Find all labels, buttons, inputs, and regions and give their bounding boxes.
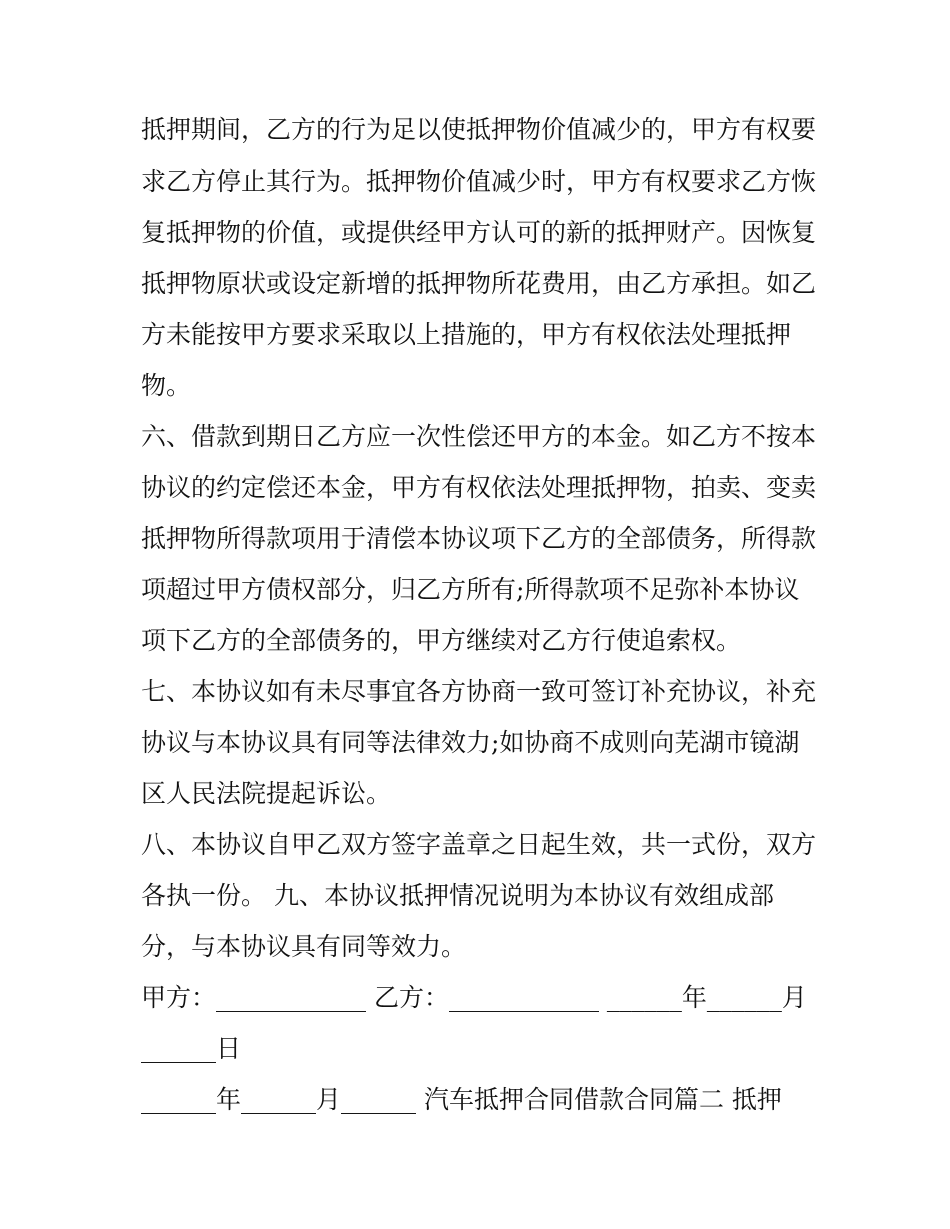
- paragraph-line: 区人民法院提起诉讼。: [141, 779, 392, 808]
- paragraph-line: 求乙方停止其行为。抵押物价值减少时，甲方有权要求乙方恢: [141, 167, 817, 196]
- paragraph-line: 项超过甲方债权部分，归乙方所有;所得款项不足弥补本协议: [141, 575, 800, 604]
- signature-line: 甲方：____________ 乙方：____________ ______年______月: [141, 983, 807, 1012]
- signature-date-line: ______日: [141, 1034, 242, 1063]
- paragraph-line: 抵押期间，乙方的行为足以使抵押物价值减少的，甲方有权要: [141, 115, 817, 144]
- paragraph-line: 项下乙方的全部债务的，甲方继续对乙方行使追索权。: [141, 626, 742, 655]
- paragraph-line: 方未能按甲方要求采取以上措施的，甲方有权依法处理抵押: [141, 320, 792, 349]
- paragraph-line: 复抵押物的价值，或提供经甲方认可的新的抵押财产。因恢复: [141, 218, 817, 247]
- paragraph-line: 各执一份。 九、本协议抵押情况说明为本协议有效组成部: [141, 881, 774, 910]
- clause-eight-line: 八、本协议自甲乙双方签字盖章之日起生效，共一式份，双方: [141, 830, 817, 859]
- paragraph-line: 协议的约定偿还本金，甲方有权依法处理抵押物，拍卖、变卖: [141, 473, 817, 502]
- date-title-line: ______年______月______ 汽车抵押合同借款合同篇二 抵押: [141, 1085, 782, 1114]
- clause-seven-line: 七、本协议如有未尽事宜各方协商一致可签订补充协议，补充: [141, 677, 817, 706]
- paragraph-line: 抵押物所得款项用于清偿本协议项下乙方的全部债务，所得款: [141, 524, 817, 553]
- clause-six-line: 六、借款到期日乙方应一次性偿还甲方的本金。如乙方不按本: [141, 422, 817, 451]
- paragraph-line: 分，与本协议具有同等效力。: [141, 932, 467, 961]
- paragraph-line: 协议与本协议具有同等法律效力;如协商不成则向芜湖市镜湖: [141, 728, 800, 757]
- paragraph-line: 抵押物原状或设定新增的抵押物所花费用，由乙方承担。如乙: [141, 269, 817, 298]
- paragraph-line: 物。: [141, 371, 192, 400]
